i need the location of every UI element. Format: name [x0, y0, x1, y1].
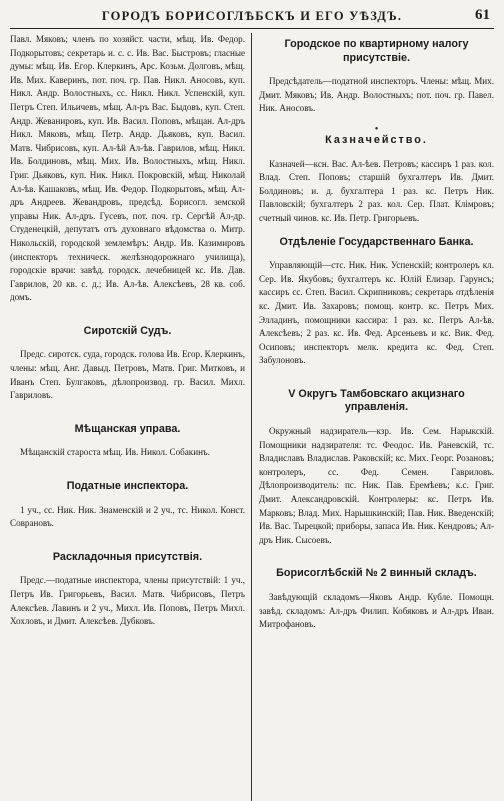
running-header: [10, 6, 494, 29]
excise-heading: V Округъ Тамбовскаго акцизнаго управленія.: [288, 387, 465, 414]
housing-tax-text: Предсѣдатель—податной инспекторъ. Члены: мѣщ. Мих. Дмит. Мяковъ; Ив. Андр. Волостныхъ; пот. поч. гр. Павел. Ник. Аносовъ.: [259, 76, 494, 114]
meshchane-board-text: Мѣщанскій староста мѣщ. Ив. Никол. Собакинъ.: [20, 447, 210, 458]
distillery-text: Завѣдующій складомъ—Яковъ Андр. Кубле. Помощн. завѣд. складомъ: Ал-дръ Филип. Кобяковъ и Ал-дръ Иван. Митрофановъ.: [259, 592, 494, 630]
city-duma-members-text: Павл. Мяковъ; членъ по хозяйст. части, мѣщ. Ив. Федор. Подкорытовъ; секретарь и. с. с. Ив. Вас. Быстровъ; гласные думы: мѣщ. Ив. Егор. Клеркинъ, Арс. Козьм. Долговъ, мѣщ. Ив. Мих. Каверинъ, пот. поч. гр. Пав. Никл. Аносовъ, куп. Никл. Андр. Волостныхъ, сс. Никл. Никл. Успенскій, куп. Петръ Степ. Ильичевъ, мѣщ. Ал-ръ Вас. Быдовъ, куп. Степ. Андр. Жеванировъ, куп. Ив. Васил. Поповъ, мѣщан. Ал-дръ Никл. Мяковъ, мѣщ. Петр. Андр. Дьяковъ, куп. Васил. Матв. Чибрисовъ, куп. Ал-ѣй Ал-ѣв. Гаврилов, мѣщ. Никл. Ив. Болдиновъ, мѣщ. Мих. Ив. Волостныхъ, мѣщ. Никл. Григ. Дьяковъ, куп. Ник. Никл. Покровскій, мѣщ. Николай Ал-ѣв. Кашаковъ, мѣщ. Ив. Федор. Подкорытовъ, мѣщ. Ал-дръ Андреев. Жевандровъ, предсѣд. Борисогл. земской управы Ник. Ал-дръ. Гусевъ, пот. поч. гр. Сергѣй Ал-др. Студенецкій, депутатъ отъ духовнаго вѣдомства о. Митр. Никольскій, городской землемѣръ: Андр. Ив. Казимировъ (инспекторъ техническ. желѣзнодорожнаго училища), городскіе врачи: завѣд. городск. лечебницей кс. Ив. Дав. Гаврилов, 20 кв. с. д.; Ив. Ал-ѣв. Алексѣевъ, 28 кв. соб. домъ.: [10, 34, 245, 303]
allotment-office-text: Предс.—податные инспектора, члены присутствій: 1 уч., Петръ Ив. Григорьевъ, Васил. Матв. Чибрисовъ, Петръ Алексѣев. Лавинъ и 2 уч., Михл. Ив. Поповъ, Петръ Михл. Хохловъ, и Дмит. Алексѣев. Дубковъ.: [10, 575, 245, 627]
treasury-text: Казначей—ксн. Вас. Ал-ѣев. Петровъ; кассиръ 1 раз. кол. Влад. Степ. Поповъ; старшій бухгалтеръ Ив. Дмит. Болдиновъ; и. д. бухгалтера 1 раз. кс. Петръ Ник. Павловскій; бухгалтеръ 2 раз. кол. Сер. Плат. Клімровъ; счетный чинов. кс. Ив. Петр. Григорьевъ.: [259, 158, 494, 223]
tax-inspectors-text: 1 уч., сс. Ник. Ник. Знаменскій и 2 уч., тс. Никол. Конст. Соврановъ.: [10, 504, 245, 529]
running-title: ГОРОДЪ БОРИСОГЛѢБСКЪ И ЕГО УѢЗДЪ.: [101, 9, 403, 23]
left-column: [10, 33, 252, 801]
state-bank-text: Управляющій—стс. Ник. Ник. Успенскій; контролеръ кл. Сер. Ив. Якубовъ; бухгалтеръ кс. Юлій Елизар. Гарунсъ; кассиръ сс. Степ. Васил. Скрипниковъ; секретарь отдѣленія кс. Дмит. Ив. Захаровъ; помощ. контр. кс. Петръ Мих. Элладинъ, помощники кассира: 1 раз. кс. Петръ Ал-ѣв. Алексѣевъ; 2 раз. кс. Ив. Фед. Арсеньевъ и кс. Вик. Фед. Осиповъ; инспекторъ мелк. кредита кс. Фед. Степ. Забулоновъ.: [259, 260, 494, 366]
page-number: 61: [475, 7, 490, 23]
distillery-heading: Борисоглѣбскій № 2 винный складъ.: [276, 567, 477, 580]
treasury-heading: Казначейство.: [325, 133, 428, 146]
housing-tax-heading: Городское по квартирному налогу присутствіе.: [284, 38, 469, 64]
meshchane-board-heading: Мѣщанская управа.: [74, 422, 181, 435]
ornament-star-icon: •: [374, 123, 379, 135]
right-column: [252, 33, 494, 801]
state-bank-heading: Отдѣленіе Государственнаго Банка.: [279, 235, 474, 248]
tax-inspectors-heading: Податные инспектора.: [66, 480, 189, 493]
excise-text: Окружный надзиратель—кзр. Ив. Сем. Нарыкскій. Помощники надзирателя: тс. Феодос. Ив. Раневскій, тс. Владиславъ Владислав. Раковскій; кс. Мих. Георг. Розановъ; контролеръ, сс. Фед. Семен. Гавриловъ. Дѣлопроизводитель: пс. Ник. Пав. Еремѣевъ; к.с. Григ. Дмит. Александровскій. Контролеры: кс. Петръ Ив. Марковъ; Влад. Мих. Нарышкинскій; Пав. Ник. Введенскій; Ив. Вас. Тырецкой; приборы, запаса Ив. Ник. Кендровъ; Ал-дръ Ник. Сысоевъ.: [259, 426, 494, 545]
two-column-body: [10, 33, 494, 801]
allotment-office-heading: Раскладочныя присутствія.: [52, 550, 203, 563]
orphan-court-heading: Сиротскій Судъ.: [83, 324, 172, 337]
orphan-court-text: Предс. сиротск. суда, городск. голова Ив. Егор. Клеркинъ, члены: мѣщ. Анг. Давыд. Петровъ, Матв. Григ. Митковъ, и Иванъ Степ. Булгаковъ, дѣлопроизвод. гр. Васил. Михл. Гавриловъ.: [10, 349, 245, 401]
